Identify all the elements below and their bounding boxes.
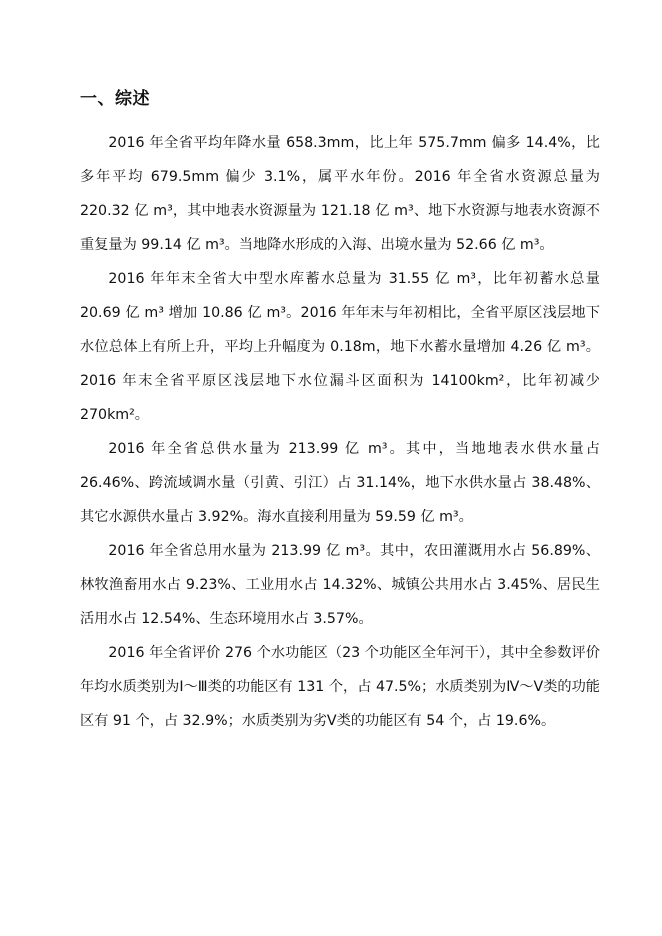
paragraph-water-quality: 2016 年全省评价 276 个水功能区（23 个功能区全年河干），其中全参数评价年均水质类别为Ⅰ～Ⅲ类的功能区有 131 个，占 47.5%；水质类别为Ⅳ～Ⅴ类的功能区有 91 个，占 32.9%；水质类别为劣Ⅴ类的功能区有 54 个，占 19.6%。 [80, 645, 600, 729]
document-body [80, 126, 600, 738]
paragraph-precipitation-water-resources: 2016 年全省平均年降水量 658.3mm，比上年 575.7mm 偏多 14.4%，比多年平均 679.5mm 偏少 3.1%，属平水年份。2016 年全省水资源总量为 220.32 亿 m³，其中地表水资源量为 121.18 亿 m³、地下水资源与地表水资源不重复量为 99.14 亿 m³。当地降水形成的入海、出境水量为 52.66 亿 m³。 [80, 135, 600, 253]
paragraph-reservoir-groundwater: 2016 年年末全省大中型水库蓄水总量为 31.55 亿 m³，比年初蓄水总量 20.69 亿 m³ 增加 10.86 亿 m³。2016 年年末与年初相比，全省平原区浅层地下水位总体上有所上升，平均上升幅度为 0.18m，地下水蓄水量增加 4.26 亿 m³。2016 年末全省平原区浅层地下水位漏斗区面积为 14100km²，比年初减少 270km²。 [80, 271, 600, 423]
section-heading: 一、综述 [80, 89, 150, 109]
paragraph-water-supply: 2016 年全省总供水量为 213.99 亿 m³。其中，当地地表水供水量占 26.46%、跨流域调水量（引黄、引江）占 31.14%，地下水供水量占 38.48%、其它水源供水量占 3.92%。海水直接利用量为 59.59 亿 m³。 [80, 441, 600, 525]
paragraph-water-use: 2016 年全省总用水量为 213.99 亿 m³。其中，农田灌溉用水占 56.89%、林牧渔畜用水占 9.23%、工业用水占 14.32%、城镇公共用水占 3.45%、居民生活用水占 12.54%、生态环境用水占 3.57%。 [80, 543, 600, 627]
